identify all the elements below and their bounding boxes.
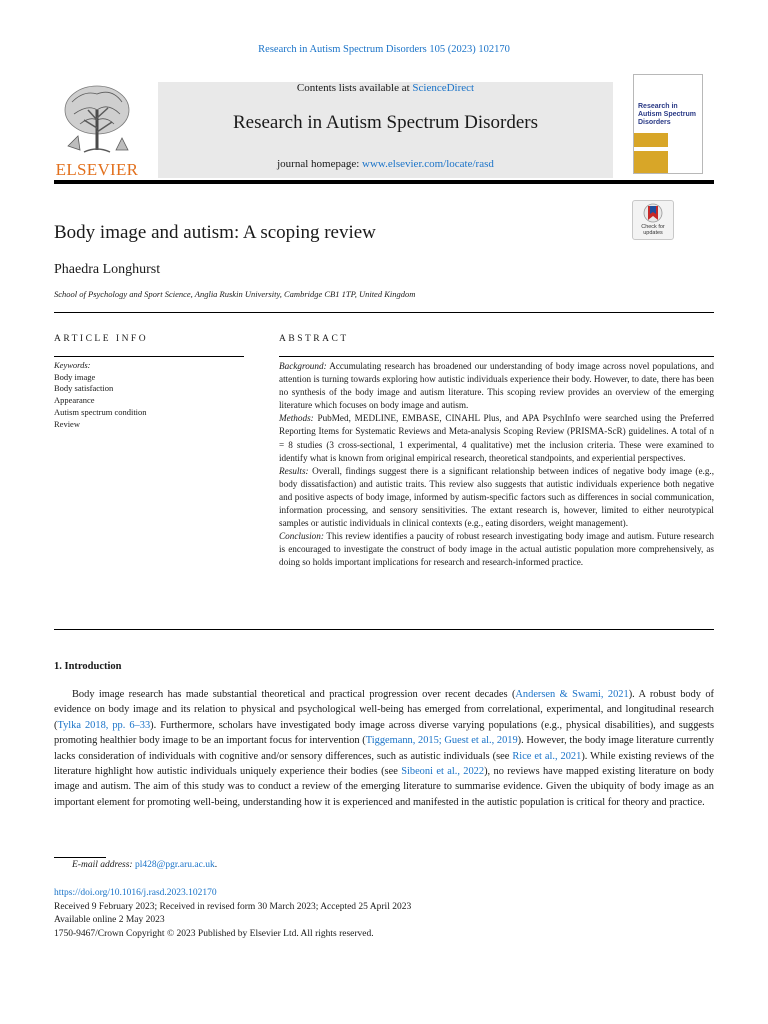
journal-banner bbox=[158, 82, 613, 178]
email-link[interactable]: pl428@pgr.aru.ac.uk bbox=[134, 860, 215, 870]
keyword-item: Body satisfaction bbox=[54, 383, 114, 394]
abstract-background-text: Accumulating research has broadened our understanding of body image across novel populations, and attention is turning towards exploring how autistic individuals experience their body. However, to date, there has been no synthesis of the body image and autism literature. This scoping review provides an overview of the emerging literature which focuses on body image and autism. bbox=[279, 361, 714, 411]
intro-text: ). Furthermore, scholars have investigated body image across diverse varying populations (e.g., physical disabilities), and suggests promoting healthier body image to be an important focus for intervention ( bbox=[54, 719, 714, 747]
contents-prefix: Contents lists available at bbox=[296, 82, 413, 94]
abstract-methods bbox=[279, 412, 714, 464]
homepage-link[interactable]: www.elsevier.com/locate/rasd bbox=[362, 158, 494, 170]
abstract-results bbox=[279, 465, 714, 530]
citation-link[interactable]: Sibeoni et al., 2022 bbox=[401, 766, 485, 778]
homepage-prefix: journal homepage: bbox=[277, 158, 363, 170]
available-online: Available online 2 May 2023 bbox=[54, 915, 165, 926]
article-info-rule bbox=[54, 356, 244, 357]
intro-text: Body image research has made substantial theoretical and practical progression over recent decades ( bbox=[72, 689, 516, 700]
author-affiliation: School of Psychology and Sport Science, Anglia Ruskin University, Cambridge CB1 1TP, United Kingdom bbox=[54, 289, 416, 299]
introduction-paragraph bbox=[54, 687, 714, 810]
abstract-rule bbox=[279, 356, 714, 357]
doi-link[interactable]: https://doi.org/10.1016/j.rasd.2023.102170 bbox=[54, 888, 217, 898]
header-rule bbox=[54, 180, 714, 184]
copyright-notice: 1750-9467/Crown Copyright © 2023 Published by Elsevier Ltd. All rights reserved. bbox=[54, 928, 374, 939]
intro-text: ). However, the body image literature currently lacks consideration of individuals with cognitive and/or sensory differences, such as autistic individuals (see bbox=[54, 735, 714, 762]
check-updates-label: Check for updates bbox=[641, 224, 665, 236]
citation-link[interactable]: Tiggemann, 2015; Guest et al., 2019 bbox=[365, 735, 518, 747]
homepage-line bbox=[158, 158, 613, 170]
keyword-item: Autism spectrum condition bbox=[54, 406, 147, 417]
keyword-item: Body image bbox=[54, 371, 96, 382]
introduction-body bbox=[54, 687, 714, 810]
abstract-background bbox=[279, 360, 714, 412]
affiliation-rule bbox=[54, 312, 714, 313]
keyword-item: Appearance bbox=[54, 395, 95, 406]
publisher-wordmark: ELSEVIER bbox=[55, 160, 139, 179]
abstract-conclusion bbox=[279, 530, 714, 569]
cover-title: Research in Autism Spectrum Disorders bbox=[638, 103, 696, 126]
abstract-methods-text: PubMed, MEDLINE, EMBASE, CINAHL Plus, and APA PsychInfo were searched using the Preferred Reporting Items for Systematic Reviews and Meta-analysis Scoping Review (PRISMA-ScR) guidelines. A total of n = 8 studies (3 cross-sectional, 1 experimental, 4 qualitative) met the inclusion criteria. These were examined to identify what is known from original empirical research, theoretical standpoints, and experiential perspectives. bbox=[279, 413, 714, 463]
journal-title: Research in Autism Spectrum Disorders bbox=[232, 112, 538, 133]
citation-link[interactable]: Tylka 2018, pp. 6–33 bbox=[57, 719, 151, 731]
article-title: Body image and autism: A scoping review bbox=[54, 222, 376, 243]
check-updates-icon bbox=[633, 201, 673, 225]
article-history bbox=[54, 887, 411, 941]
intro-text: ). While existing reviews of the literature highlight how autistic individuals uniquely experience their bodies (see bbox=[54, 750, 714, 778]
abstract-results-text: Overall, findings suggest there is a significant relationship between indices of negative body image (e.g., body dissatisfaction) and autistic traits. This review also suggests that autistic individuals experience both negative and positive aspects of body image, informed by autism-specific factors such as differences in social communication, information processing, and sensory sensitivities. The extant research is, however, limited to either neurotypical samples or autistic individuals in clinical contexts (e.g., eating disorders, weight management). bbox=[279, 465, 715, 529]
abstract-end-rule bbox=[54, 629, 714, 630]
footnote-rule bbox=[54, 857, 106, 858]
email-label: E-mail address: bbox=[72, 860, 133, 870]
cover-gold-block bbox=[634, 133, 668, 147]
elsevier-tree-icon bbox=[54, 80, 140, 158]
journal-cover-thumbnail[interactable] bbox=[633, 74, 703, 174]
keywords-label: Keywords: bbox=[54, 360, 91, 370]
received-dates: Received 9 February 2023; Received in revised form 30 March 2023; Accepted 25 April 2023 bbox=[54, 901, 412, 912]
abstract-conclusion-label: Conclusion: bbox=[279, 531, 324, 542]
abstract-methods-label: Methods: bbox=[279, 413, 314, 424]
email-footnote bbox=[72, 860, 217, 870]
abstract-heading: ABSTRACT bbox=[279, 334, 349, 344]
author-name[interactable]: Phaedra Longhurst bbox=[54, 262, 161, 277]
abstract-results-label: Results: bbox=[279, 465, 309, 476]
citation-link[interactable]: Andersen & Swami, 2021 bbox=[515, 689, 629, 700]
keyword-item: Review bbox=[54, 418, 80, 429]
intro-text: ). A robust body of evidence on body image and its relation to physical and psychological well-being has emerged from correlational, experimental, and longitudinal research ( bbox=[54, 689, 715, 731]
abstract-conclusion-text: This review identifies a paucity of robust research investigating body image and autism. Future research is encouraged to investigate the construct of body image in the actual autistic population more comprehensively, as doing so holds important implications for research and research-informed practice. bbox=[279, 531, 714, 568]
abstract-background-label: Background: bbox=[279, 361, 327, 371]
contents-line bbox=[158, 82, 613, 94]
intro-text: ), no reviews have mapped existing literature on body image and autism. The aim of this study was to conduct a review of the emerging literature to summarise evidence. Given the ubiquity of body image as an important element for promoting well-being, understanding how it is experienced and manifested in the autistic population is critical for theory and practice. bbox=[54, 766, 714, 808]
abstract-body bbox=[279, 360, 714, 570]
email-suffix: . bbox=[214, 860, 218, 870]
masthead bbox=[54, 74, 714, 180]
article-info-heading: ARTICLE INFO bbox=[54, 334, 149, 344]
introduction-heading: 1. Introduction bbox=[54, 661, 122, 672]
citation-link[interactable]: Rice et al., 2021 bbox=[512, 750, 582, 762]
sciencedirect-link[interactable]: ScienceDirect bbox=[412, 82, 475, 94]
keywords-block bbox=[54, 360, 244, 430]
journal-reference[interactable]: Research in Autism Spectrum Disorders 105 (2023) 102170 bbox=[258, 44, 510, 55]
cover-gold-block-lower bbox=[634, 151, 668, 173]
check-for-updates-button[interactable] bbox=[632, 200, 674, 240]
elsevier-logo bbox=[54, 80, 140, 178]
